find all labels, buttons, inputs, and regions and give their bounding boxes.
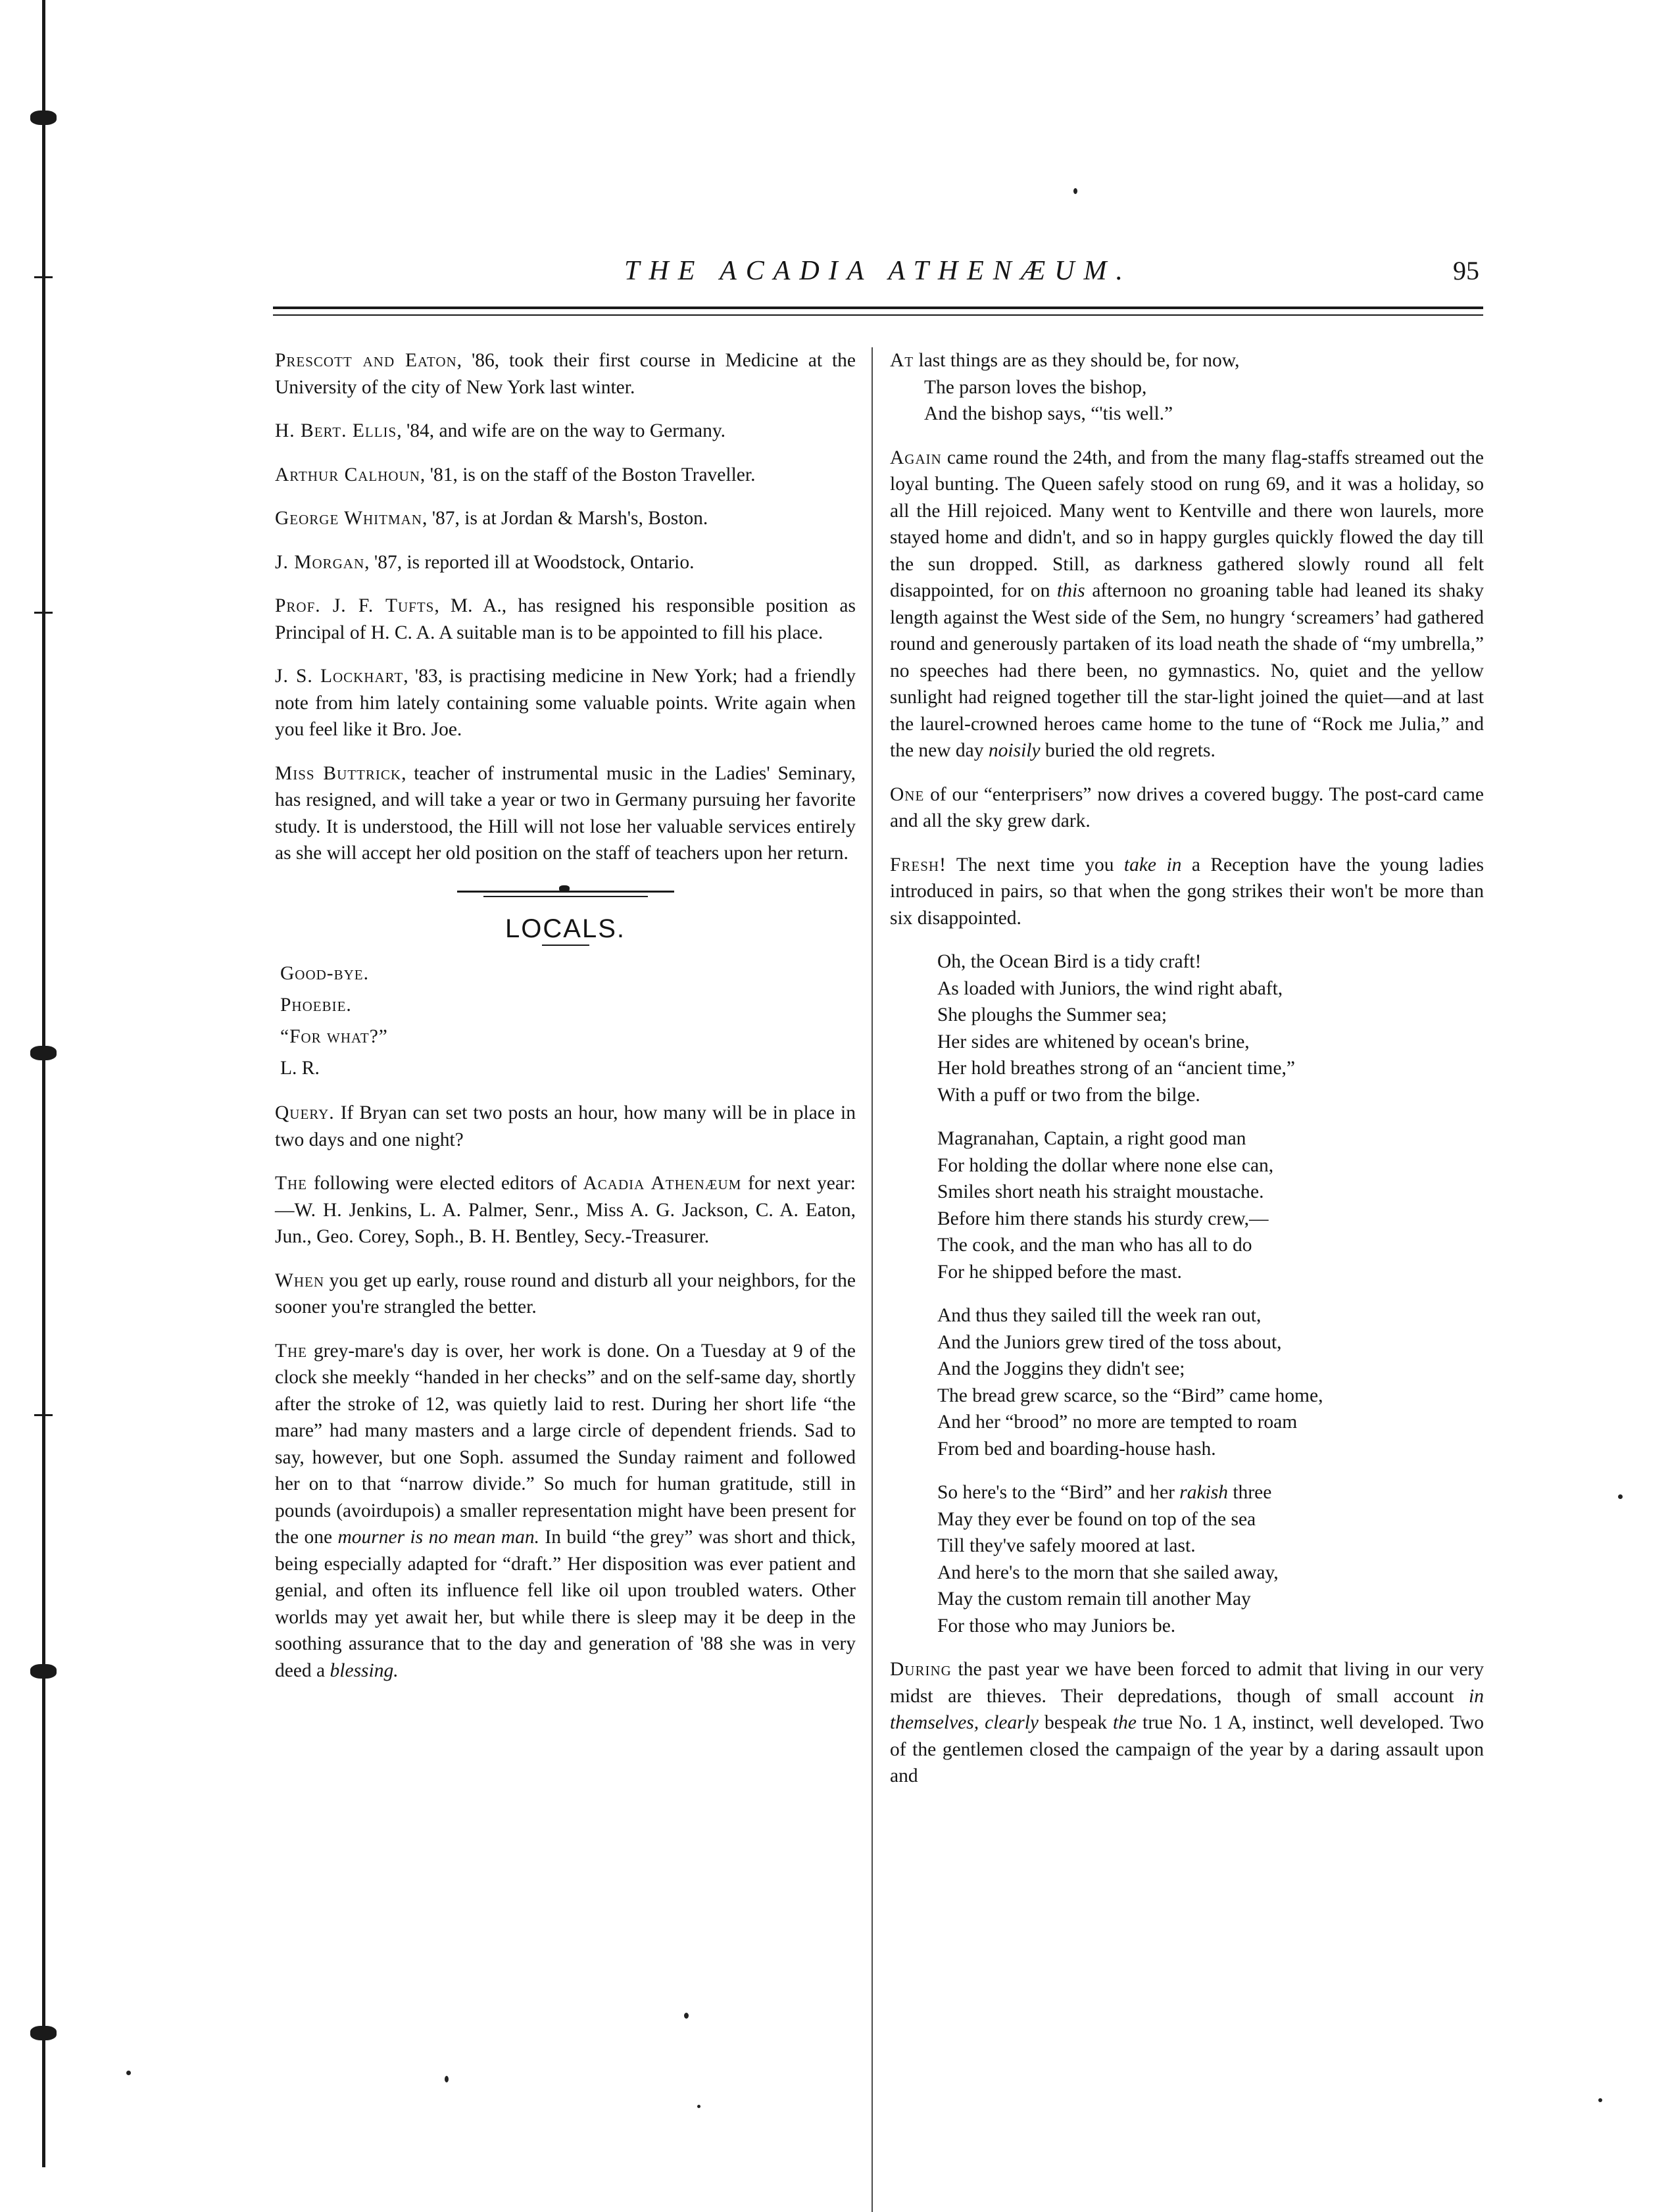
poem-line: Her hold breathes strong of an “ancient time,” bbox=[937, 1058, 1295, 1079]
poem-line: May they ever be found on top of the sea bbox=[937, 1508, 1256, 1530]
poem-line: As loaded with Juniors, the wind right abaft, bbox=[937, 977, 1283, 999]
poem-line: For holding the dollar where none else can, bbox=[937, 1154, 1274, 1176]
personal-text: , '87, is reported ill at Woodstock, Ontario. bbox=[364, 551, 695, 573]
personal-text: , '87, is at Jordan & Marsh's, Boston. bbox=[422, 508, 708, 529]
header-rule bbox=[273, 314, 1483, 316]
personal-item bbox=[275, 505, 856, 532]
column-divider bbox=[872, 347, 873, 2212]
poem-line: Oh, the Ocean Bird is a tidy craft! bbox=[937, 951, 1202, 972]
personal-text: , teacher of instrumental music in the Ladies' Seminary, has resigned, and will take a year or two in Germany pursuing her favorite study. It is understood, the Hill will not lose her valuable services entirely as she will accept her old position on the staff of teachers upon her return. bbox=[275, 762, 856, 864]
binding-knot bbox=[30, 111, 57, 125]
poem-line: The bread grew scarce, so the “Bird” came home, bbox=[937, 1385, 1323, 1406]
personal-item bbox=[275, 462, 856, 489]
paragraph-lead: Fresh! bbox=[890, 854, 946, 875]
personal-text: , '84, and wife are on the way to Germany. bbox=[397, 420, 726, 441]
page-number: 95 bbox=[1453, 256, 1479, 285]
poem-line: And thus they sailed till the week ran out, bbox=[937, 1305, 1262, 1326]
binding-knot bbox=[30, 2026, 57, 2040]
personal-item bbox=[275, 593, 856, 646]
personal-name: Miss Buttrick bbox=[275, 762, 402, 784]
scan-speck bbox=[1618, 1494, 1623, 1499]
ocean-bird-poem bbox=[890, 948, 1484, 1639]
personal-text: , '81, is on the staff of the Boston Traveller. bbox=[420, 464, 756, 485]
running-title: THE ACADIA ATHENÆUM. bbox=[624, 256, 1132, 286]
grey-mare-paragraph: The grey-mare's day is over, her work is done. On a Tuesday at 9 of the clock she meekly “handed in her checks” and on the self-same day, shortly after the stroke of 12, was quietly laid to rest. During her short life “the mare” had many masters and a large circle of dependent friends. Sad to say, however, but one Soph. assumed the Sunday raiment and followed her on to that “narrow divide.” So much for human gratitude, still in pounds (avoirdupois) a smaller representation might have been present for the one mourner is no mean man. In build “the grey” was short and thick, being especially adapted for “draft.” Her disposition was ever patient and genial, and often its influence fell like oil upon troubled waters. Other worlds may yet await her, but while there is sleep may it be deep in the soothing assurance that to the day and generation of '88 she was in very deed a blessing. bbox=[275, 1340, 856, 1681]
short-line: L. R. bbox=[280, 1058, 320, 1079]
short-line: Good-bye. bbox=[280, 963, 369, 984]
personal-name: Prescott and Eaton bbox=[275, 350, 457, 371]
poem-line: And the Juniors grew tired of the toss about, bbox=[937, 1331, 1282, 1353]
poem-line: And the Joggins they didn't see; bbox=[937, 1358, 1185, 1379]
poem-stanza bbox=[890, 1479, 1484, 1639]
poem-stanza bbox=[890, 1302, 1484, 1462]
personals-list bbox=[275, 347, 856, 867]
paragraph-lead: The bbox=[275, 1340, 308, 1362]
poem-line: Magranahan, Captain, a right good man bbox=[937, 1128, 1246, 1149]
locals-heading: LOCALS. bbox=[505, 914, 626, 943]
binding-tick bbox=[34, 612, 53, 614]
during-paragraph: During the past year we have been forced to admit that living in our very midst are thieves. Their depredations, though of small account in themselves, clearly bespeak the true No. 1 A, instinct, well developed. Two of the gentlemen closed the campaign of the year by a daring assault upon and bbox=[890, 1659, 1484, 1786]
locals-rule bbox=[542, 945, 589, 946]
again-paragraph: Again came round the 24th, and from the many flag-staffs streamed out the loyal bunting. The Queen safely stood on rung 69, and it was a holiday, so all the Hill rejoiced. Many went to Kentville and there won laurels, more stayed home and didn't, and so in happy gurgles quickly flowed the day till the sun dropped. Still, as darkness gathered slowly round all felt disappointed, for on this afternoon no groaning table had leaned its shaky length against the West side of the Sem, no hungry ‘screamers’ had gathered round and generously partaken of its load neath the shade of “my umbrella,” no speeches had there been, no gymnastics. No, quiet and the yellow sunlight had reigned together till the star-light joined the quiet—and at last the laurel-crowned heroes came home to the tune of “Rock me Julia,” and the new day noisily buried the old regrets. bbox=[890, 447, 1484, 761]
paragraph-lead: Again bbox=[890, 447, 942, 468]
poem-line: With a puff or two from the bilge. bbox=[937, 1084, 1200, 1106]
personal-name: J. Morgan bbox=[275, 551, 365, 573]
personal-text: , M. A., has resigned his responsible position as Principal of H. C. A. A suitable man is to be appointed to fill his place. bbox=[275, 595, 856, 643]
personal-item bbox=[275, 549, 856, 576]
personal-name: H. Bert. Ellis bbox=[275, 420, 397, 441]
query-paragraph: Query. If Bryan can set two posts an hour, how many will be in place in two days and one night? bbox=[275, 1102, 856, 1150]
paragraph-lead: The bbox=[275, 1173, 308, 1194]
paragraph-lead: One bbox=[890, 783, 925, 805]
buggy-paragraph: One of our “enterprisers” now drives a covered buggy. The post-card came and all the sky grew dark. bbox=[890, 783, 1484, 831]
header-rule bbox=[273, 307, 1483, 309]
poem-line: Her sides are whitened by ocean's brine, bbox=[937, 1031, 1250, 1052]
short-line: “For what?” bbox=[280, 1026, 388, 1047]
poem-stanza bbox=[890, 948, 1484, 1108]
personal-name: J. S. Lockhart bbox=[275, 666, 404, 687]
poem-line: And her “brood” no more are tempted to roam bbox=[937, 1412, 1298, 1433]
short-line: Phoebie. bbox=[280, 995, 352, 1016]
poem-stanza bbox=[890, 1125, 1484, 1285]
poem-line: The cook, and the man who has all to do bbox=[937, 1235, 1252, 1256]
paragraph-lead: During bbox=[890, 1659, 952, 1680]
binding-knot bbox=[30, 1046, 57, 1060]
poem-line: For those who may Juniors be. bbox=[937, 1615, 1176, 1636]
personal-item bbox=[275, 760, 856, 867]
paragraph-lead: At bbox=[890, 350, 914, 371]
binding-tick bbox=[34, 1414, 53, 1416]
poem-line: And here's to the morn that she sailed away, bbox=[937, 1561, 1279, 1583]
personal-item bbox=[275, 418, 856, 445]
scan-speck bbox=[697, 2105, 700, 2108]
opening-verse: At last things are as they should be, for now, The parson loves the bishop, And the bishop says, “'tis well.” bbox=[890, 350, 1240, 424]
poem-line: Smiles short neath his straight moustache. bbox=[937, 1181, 1264, 1202]
left-column bbox=[275, 347, 856, 1701]
paragraph-lead: Query. bbox=[275, 1102, 335, 1123]
personal-name: George Whitman bbox=[275, 508, 422, 529]
poem-line: Before him there stands his sturdy crew,— bbox=[937, 1208, 1269, 1229]
paragraph-lead: When bbox=[275, 1269, 325, 1291]
section-ornament bbox=[457, 885, 674, 902]
personal-item bbox=[275, 663, 856, 743]
page-binding bbox=[38, 0, 49, 2167]
poem-line: So here's to the “Bird” and her rakish three bbox=[937, 1482, 1272, 1503]
scan-speck bbox=[1073, 188, 1077, 194]
fresh-paragraph: Fresh! The next time you take in a Reception have the young ladies introduced in pairs, so that when the gong strikes their won't be more than six disappointed. bbox=[890, 854, 1484, 929]
personal-name: Arthur Calhoun bbox=[275, 464, 420, 485]
scan-speck bbox=[126, 2071, 131, 2075]
poem-line: Till they've safely moored at last. bbox=[937, 1535, 1196, 1556]
personal-item bbox=[275, 347, 856, 401]
poem-line: For he shipped before the mast. bbox=[937, 1261, 1182, 1283]
poem-line: She ploughs the Summer sea; bbox=[937, 1004, 1167, 1025]
personal-name: Prof. J. F. Tufts bbox=[275, 595, 435, 616]
scan-speck bbox=[684, 2013, 689, 2019]
binding-line bbox=[42, 0, 45, 2167]
scan-speck bbox=[1598, 2098, 1602, 2102]
scan-speck bbox=[445, 2076, 449, 2082]
poem-line: From bed and boarding-house hash. bbox=[937, 1438, 1216, 1460]
short-lines bbox=[280, 958, 856, 1084]
paper-name: Acadia Athenæum bbox=[583, 1173, 742, 1194]
right-column bbox=[890, 347, 1484, 1807]
editors-paragraph: The following were elected editors of Acadia Athenæum for next year:—W. H. Jenkins, L. A. Palmer, Senr., Miss A. G. Jackson, C. A. Eaton, Jun., Geo. Corey, Soph., B. H. Bentley, Secy.-Treasurer. bbox=[275, 1173, 856, 1247]
binding-tick bbox=[34, 276, 53, 278]
when-paragraph: When you get up early, rouse round and disturb all your neighbors, for the sooner you're strangled the better. bbox=[275, 1269, 856, 1317]
page-header bbox=[273, 255, 1483, 295]
personal-text: , '83, is practising medicine in New York; had a friendly note from him lately containing some valuable points. Write again when you feel like it Bro. Joe. bbox=[275, 666, 856, 740]
personal-text: , '86, took their first course in Medicine at the University of the city of New York last winter. bbox=[275, 350, 856, 398]
poem-line: May the custom remain till another May bbox=[937, 1588, 1251, 1610]
binding-knot bbox=[30, 1664, 57, 1679]
